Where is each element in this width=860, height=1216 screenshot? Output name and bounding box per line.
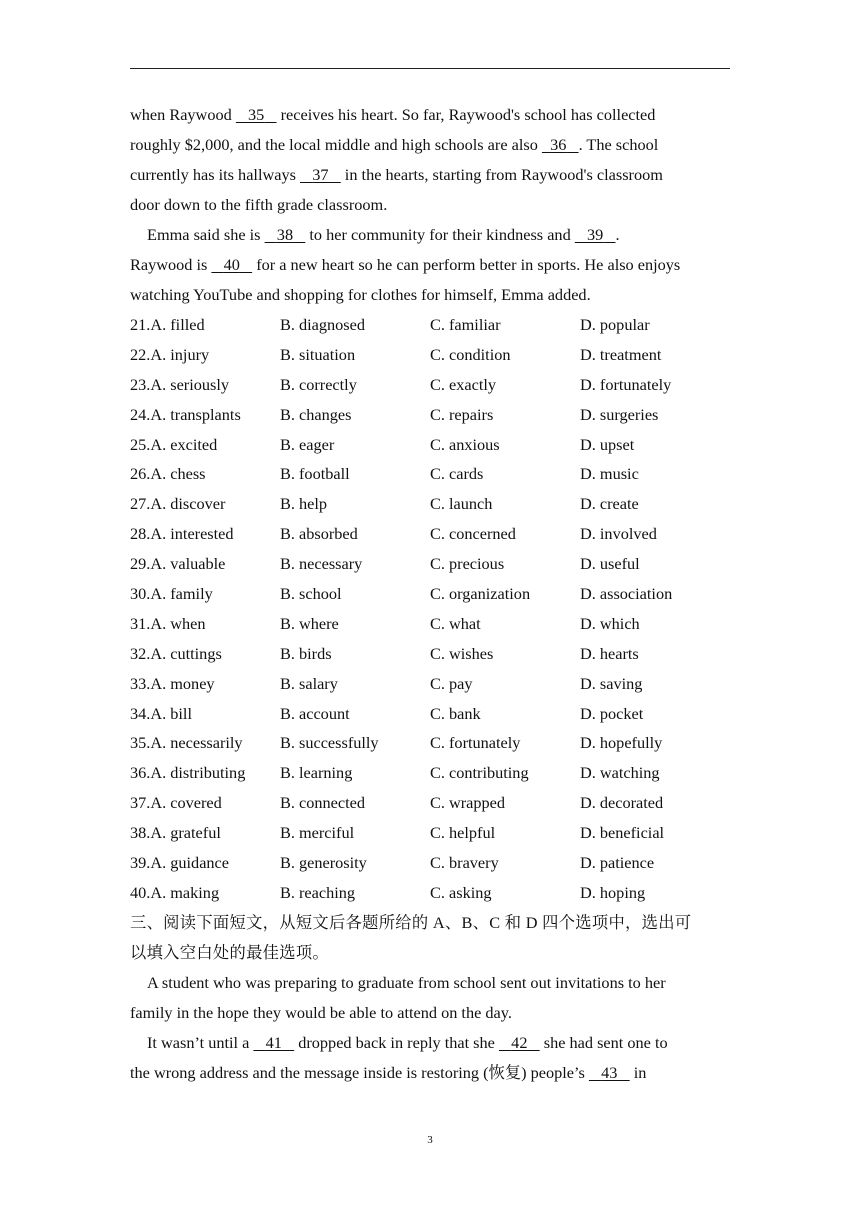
option-a: 32.A. cuttings bbox=[130, 643, 222, 663]
option-d: D. hearts bbox=[580, 643, 639, 663]
option-a: 33.A. money bbox=[130, 673, 215, 693]
option-b: B. merciful bbox=[280, 823, 355, 843]
option-row bbox=[130, 758, 730, 788]
option-b: B. salary bbox=[280, 673, 338, 693]
text-line: currently has its hallways 37 in the hearts, starting from Raywood's classroom bbox=[130, 165, 663, 184]
option-c: C. wrapped bbox=[430, 793, 506, 813]
option-b: B. eager bbox=[280, 434, 335, 454]
option-row bbox=[130, 400, 730, 430]
option-a: 30.A. family bbox=[130, 584, 213, 604]
option-a: 34.A. bill bbox=[130, 703, 192, 723]
option-b: B. account bbox=[280, 703, 350, 723]
option-row bbox=[130, 878, 730, 908]
text-line: door down to the fifth grade classroom. bbox=[130, 195, 388, 214]
option-b: B. situation bbox=[280, 344, 356, 364]
option-a: 29.A. valuable bbox=[130, 554, 226, 574]
option-d: D. treatment bbox=[580, 344, 662, 364]
option-c: C. familiar bbox=[430, 315, 501, 334]
text-line: It wasn’t until a 41 dropped back in reply that she 42 she had sent one to bbox=[147, 1032, 668, 1052]
text-line: watching YouTube and shopping for clothes for himself, Emma added. bbox=[130, 285, 591, 304]
option-d: D. hopefully bbox=[580, 733, 663, 753]
option-c: C. condition bbox=[430, 344, 511, 364]
option-row bbox=[130, 788, 730, 818]
option-a: 40.A. making bbox=[130, 882, 220, 902]
option-c: C. precious bbox=[430, 554, 505, 574]
option-row bbox=[130, 340, 730, 370]
option-d: D. which bbox=[580, 613, 640, 633]
header-rule bbox=[130, 68, 730, 69]
option-a: 21.A. filled bbox=[130, 315, 205, 334]
option-b: B. changes bbox=[280, 404, 352, 424]
option-b: B. diagnosed bbox=[280, 315, 366, 334]
option-c: C. organization bbox=[430, 584, 531, 604]
option-c: C. what bbox=[430, 613, 481, 633]
option-a: 39.A. guidance bbox=[130, 853, 230, 873]
option-b: B. necessary bbox=[280, 554, 363, 574]
option-row bbox=[130, 669, 730, 699]
option-c: C. pay bbox=[430, 673, 473, 693]
option-c: C. fortunately bbox=[430, 733, 521, 753]
option-b: B. generosity bbox=[280, 853, 367, 873]
option-row bbox=[130, 609, 730, 639]
option-a: 28.A. interested bbox=[130, 524, 234, 544]
option-d: D. watching bbox=[580, 763, 660, 783]
blank-42: 42 bbox=[511, 1032, 528, 1052]
option-c: C. contributing bbox=[430, 763, 529, 783]
option-row bbox=[130, 430, 730, 460]
option-row bbox=[130, 728, 730, 758]
option-row bbox=[130, 459, 730, 489]
option-b: B. help bbox=[280, 494, 328, 514]
option-a: 36.A. distributing bbox=[130, 763, 246, 783]
option-c: C. cards bbox=[430, 464, 484, 484]
text-line: Emma said she is 38 to her community for their kindness and 39 . bbox=[147, 225, 620, 244]
option-b: B. reaching bbox=[280, 882, 356, 902]
page-content bbox=[130, 100, 730, 1088]
option-d: D. music bbox=[580, 464, 639, 484]
option-c: C. bravery bbox=[430, 853, 499, 873]
option-row bbox=[130, 848, 730, 878]
text-line: the wrong address and the message inside is restoring (恢复) people’s 43 in bbox=[130, 1062, 647, 1082]
text-line: roughly $2,000, and the local middle and high schools are also 36 . The school bbox=[130, 135, 659, 154]
option-a: 35.A. necessarily bbox=[130, 733, 243, 753]
text-line: when Raywood 35 receives his heart. So far, Raywood's school has collected bbox=[130, 105, 656, 124]
option-b: B. connected bbox=[280, 793, 365, 813]
option-d: D. association bbox=[580, 584, 673, 604]
text-line: family in the hope they would be able to attend on the day. bbox=[130, 1002, 512, 1022]
option-row bbox=[130, 699, 730, 729]
option-d: D. upset bbox=[580, 434, 635, 454]
option-c: C. helpful bbox=[430, 823, 496, 843]
option-b: B. football bbox=[280, 464, 350, 484]
page-number: 3 bbox=[427, 1134, 433, 1146]
blank-37: 37 bbox=[312, 165, 329, 184]
text-line: A student who was preparing to graduate from school sent out invitations to her bbox=[147, 972, 666, 992]
option-b: B. learning bbox=[280, 763, 353, 783]
option-a: 37.A. covered bbox=[130, 793, 222, 813]
option-c: C. wishes bbox=[430, 643, 494, 663]
option-d: D. create bbox=[580, 494, 639, 514]
option-d: D. pocket bbox=[580, 703, 644, 723]
option-b: B. birds bbox=[280, 643, 332, 663]
option-d: D. hoping bbox=[580, 882, 646, 902]
option-row bbox=[130, 579, 730, 609]
option-c: C. repairs bbox=[430, 404, 494, 424]
option-row bbox=[130, 310, 730, 340]
option-d: D. patience bbox=[580, 853, 655, 873]
option-d: D. involved bbox=[580, 524, 657, 544]
option-d: D. useful bbox=[580, 554, 640, 574]
blank-38: 38 bbox=[276, 225, 294, 244]
option-row bbox=[130, 519, 730, 549]
option-a: 23.A. seriously bbox=[130, 374, 230, 394]
option-d: D. fortunately bbox=[580, 374, 672, 394]
option-c: C. exactly bbox=[430, 374, 497, 394]
blank-41: 41 bbox=[265, 1032, 282, 1052]
option-d: D. surgeries bbox=[580, 404, 659, 424]
option-b: B. correctly bbox=[280, 374, 357, 394]
section-heading: 三、阅读下面短文，从短文后各题所给的 A、B、C 和 D 四个选项中，选出可 bbox=[130, 912, 692, 932]
option-d: D. saving bbox=[580, 673, 643, 693]
option-a: 25.A. excited bbox=[130, 434, 218, 454]
option-c: C. anxious bbox=[430, 434, 500, 454]
blank-43: 43 bbox=[601, 1062, 618, 1082]
options-list bbox=[130, 310, 730, 908]
blank-40: 40 bbox=[223, 255, 240, 274]
option-b: B. absorbed bbox=[280, 524, 358, 544]
option-c: C. asking bbox=[430, 882, 492, 902]
option-c: C. launch bbox=[430, 494, 493, 514]
option-b: B. school bbox=[280, 584, 342, 604]
option-row bbox=[130, 489, 730, 519]
option-a: 27.A. discover bbox=[130, 494, 226, 514]
option-c: C. concerned bbox=[430, 524, 516, 544]
section-heading: 以填入空白处的最佳选项。 bbox=[130, 942, 329, 962]
option-d: D. decorated bbox=[580, 793, 664, 813]
option-a: 26.A. chess bbox=[130, 464, 206, 484]
option-row bbox=[130, 549, 730, 579]
option-row bbox=[130, 818, 730, 848]
option-a: 31.A. when bbox=[130, 613, 206, 633]
option-row bbox=[130, 639, 730, 669]
text-line: Raywood is 40 for a new heart so he can perform better in sports. He also enjoys bbox=[130, 255, 681, 274]
option-d: D. popular bbox=[580, 315, 650, 334]
option-d: D. beneficial bbox=[580, 823, 665, 843]
blank-35: 35 bbox=[248, 105, 265, 124]
option-c: C. bank bbox=[430, 703, 481, 723]
blank-39: 39 bbox=[587, 225, 604, 244]
option-a: 24.A. transplants bbox=[130, 404, 241, 424]
option-a: 22.A. injury bbox=[130, 344, 210, 364]
option-b: B. where bbox=[280, 613, 339, 633]
option-row bbox=[130, 370, 730, 400]
option-a: 38.A. grateful bbox=[130, 823, 221, 843]
blank-36: 36 bbox=[550, 135, 567, 154]
option-b: B. successfully bbox=[280, 733, 379, 753]
